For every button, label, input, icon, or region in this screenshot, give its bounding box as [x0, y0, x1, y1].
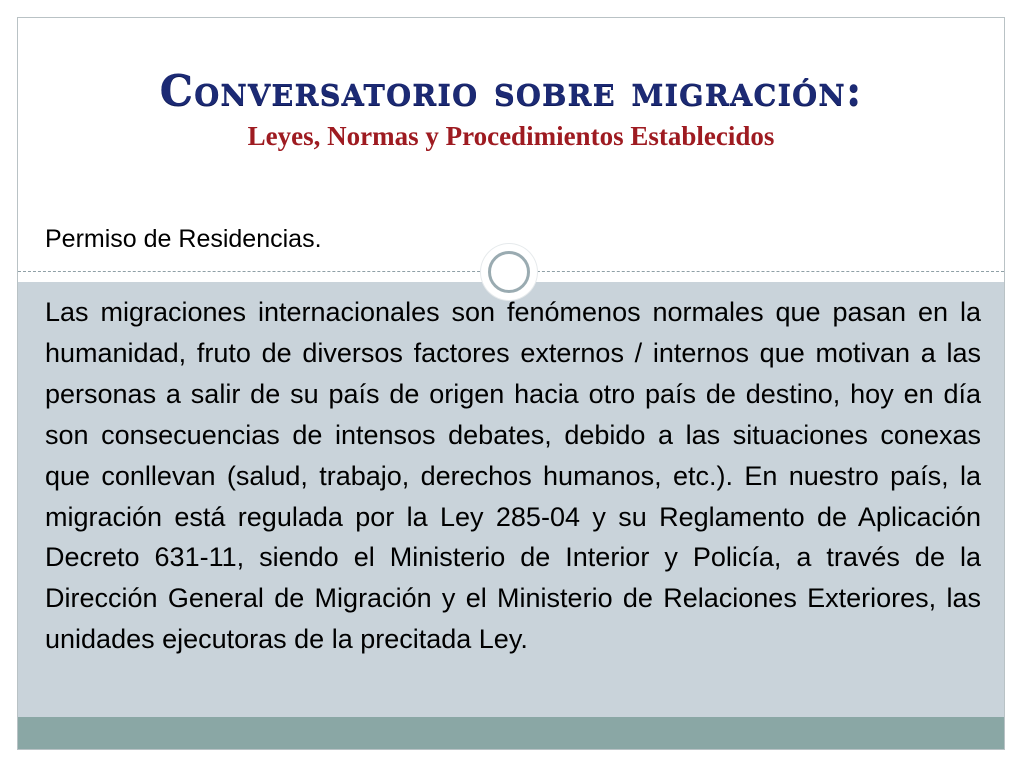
slide-subtitle: Leyes, Normas y Procedimientos Establecidos — [247, 121, 775, 151]
slide-title: Conversatorio sobre migración: — [159, 66, 863, 115]
slide — [17, 17, 1005, 750]
footer-bar — [18, 717, 1004, 750]
section-heading: Permiso de Residencias. — [45, 225, 322, 253]
body-paragraph: Las migraciones internacionales son fenómenos normales que pasan en la humanidad, fruto de diversos factores externos / internos que motivan a las personas a salir de su país de origen hacia otro país de destino, hoy en día son consecuencias de intensos debates, debido a las situaciones conexas que conllevan (salud, trabajo, derechos humanos, etc.). En nuestro país, la migración está regulada por la Ley 285-04 y su Reglamento de Aplicación Decreto 631-11, siendo el Ministerio de Interior y Policía, a través de la Dirección General de Migración y el Ministerio de Relaciones Exteriores, las unidades ejecutoras de la precitada Ley. — [45, 297, 981, 655]
ring-ornament-inner — [488, 251, 530, 293]
